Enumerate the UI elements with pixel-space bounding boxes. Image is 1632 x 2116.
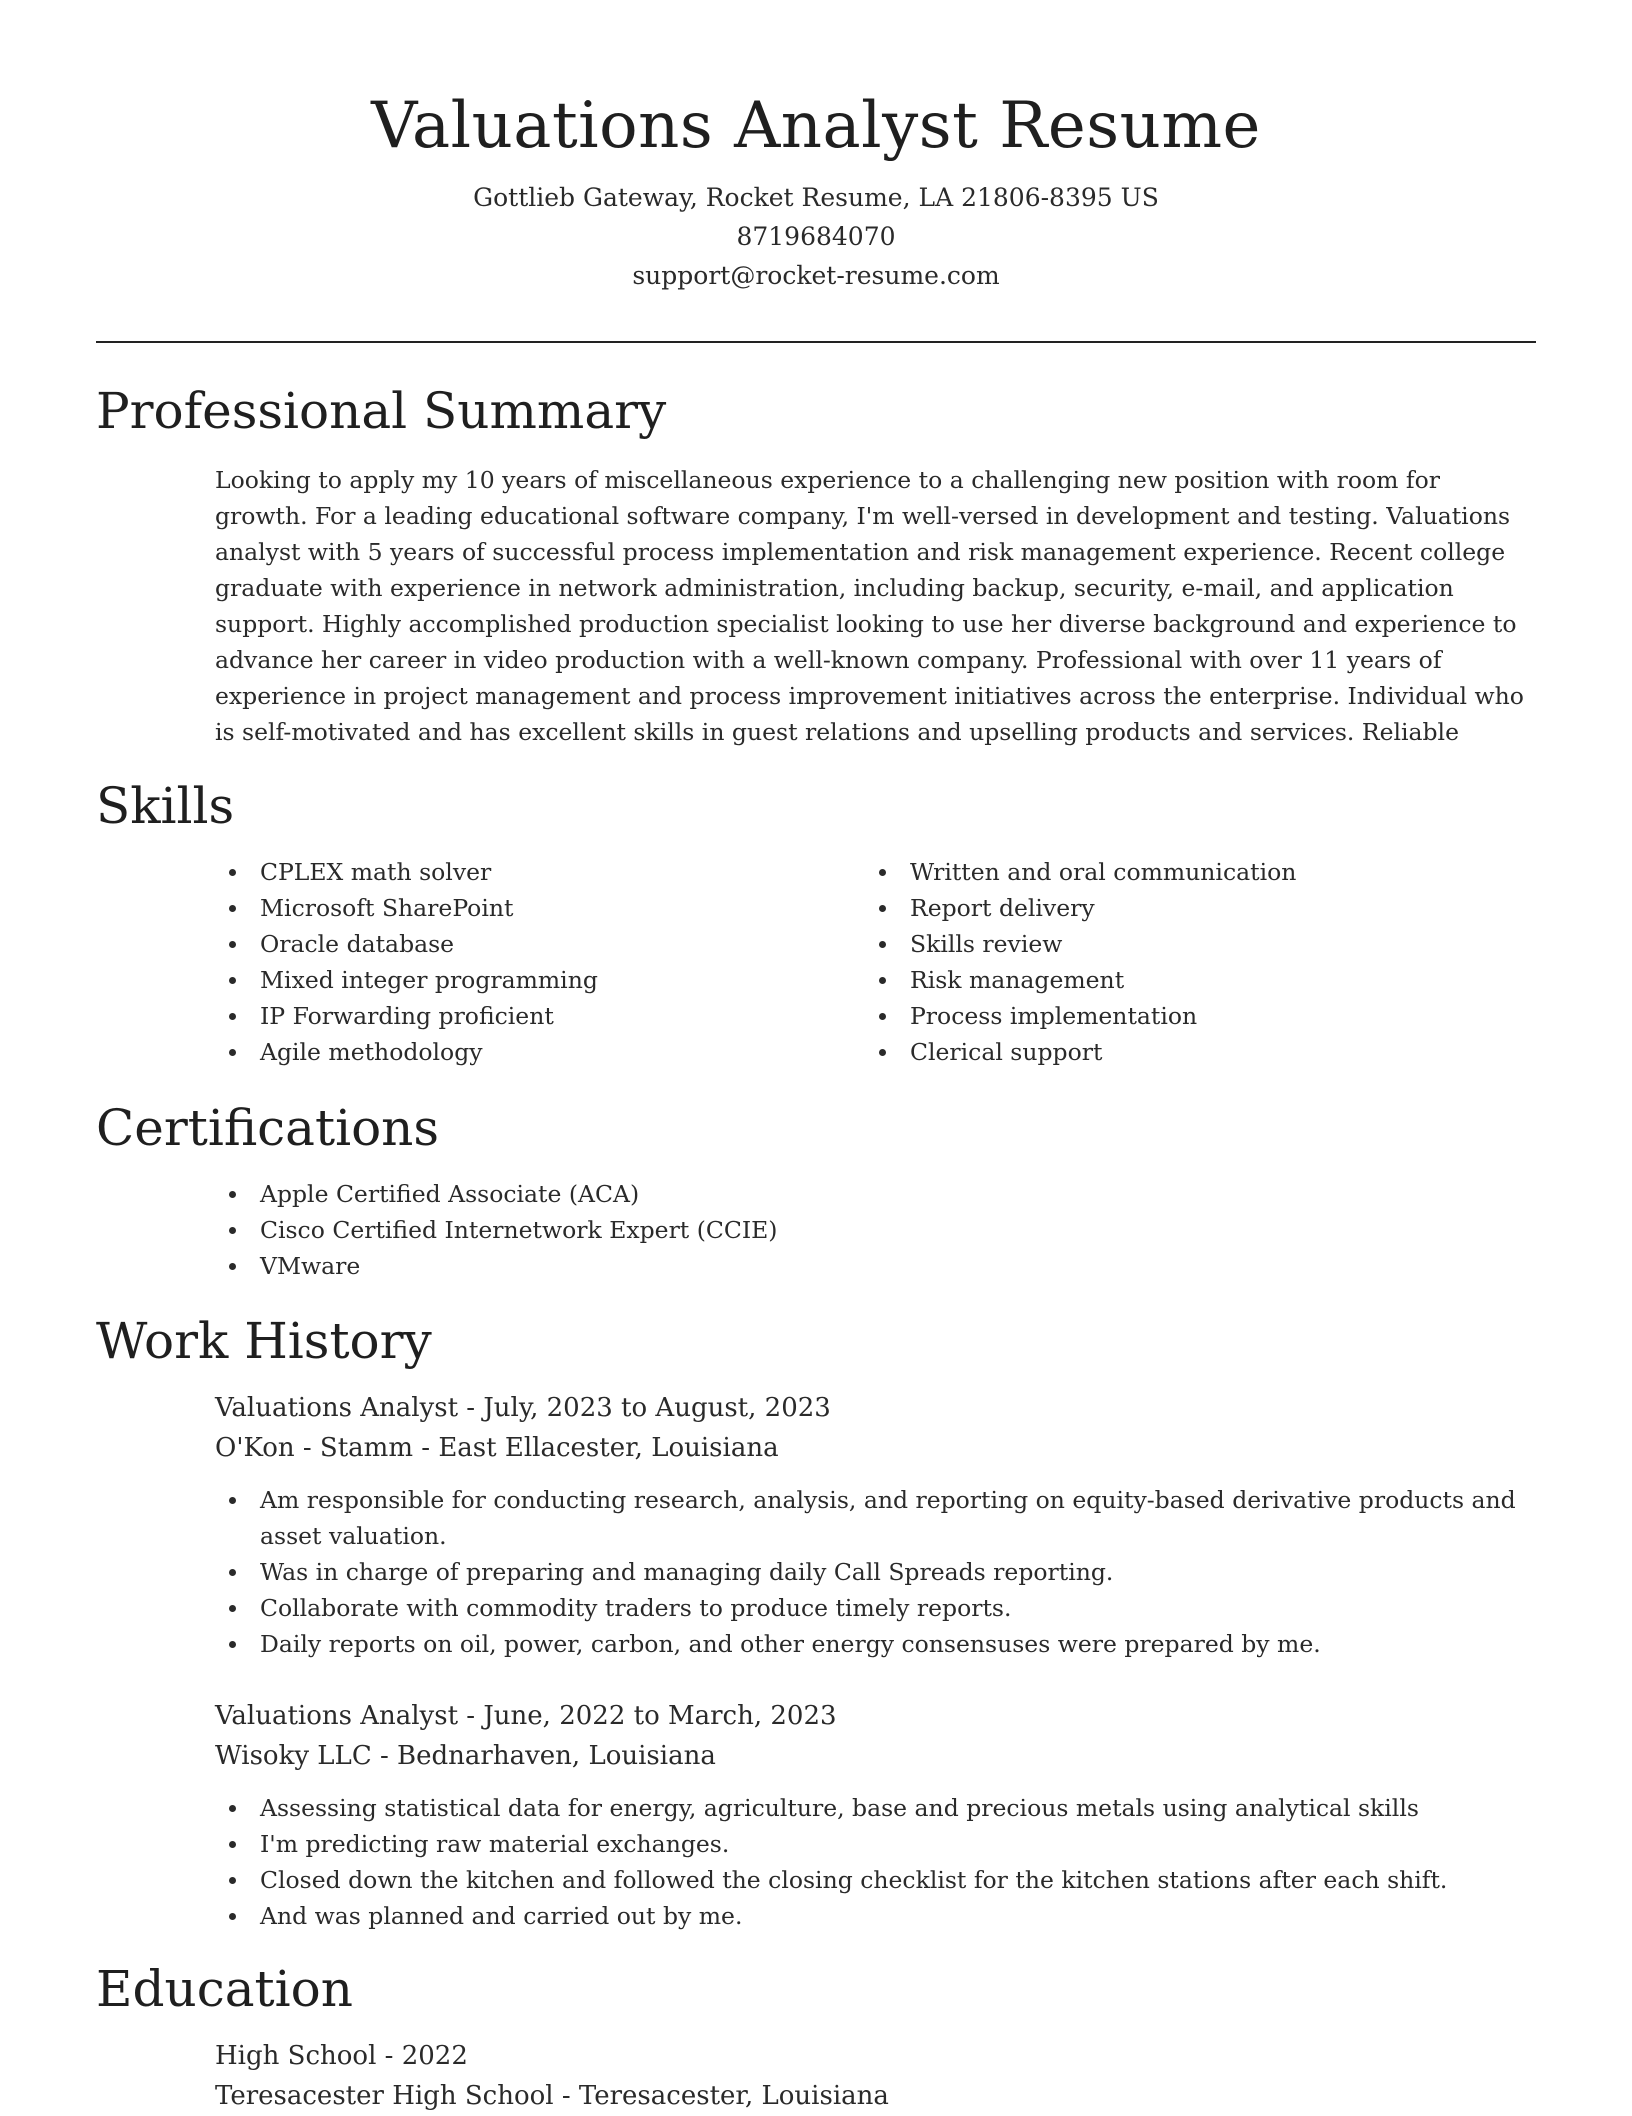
- list-item: Report delivery: [865, 890, 1535, 926]
- list-item: I'm predicting raw material exchanges.: [215, 1826, 1536, 1862]
- list-item: Risk management: [865, 962, 1535, 998]
- job-employer: Wisoky LLC: [215, 1741, 372, 1771]
- list-item: Apple Certified Associate (ACA): [215, 1176, 1536, 1212]
- address: Gottlieb Gateway, Rocket Resume, LA 21806-8395 US: [473, 183, 1159, 212]
- list-item: Daily reports on oil, power, carbon, and other energy consensuses were prepared by me.: [215, 1626, 1536, 1662]
- job-2-title-line: [215, 1696, 1536, 1736]
- job-1-employer-line: [215, 1428, 1536, 1468]
- job-2-bullets: [215, 1790, 1536, 1934]
- separator: -: [458, 1393, 484, 1423]
- job-1-bullets: [215, 1482, 1536, 1662]
- job-employer: O'Kon - Stamm: [215, 1433, 413, 1463]
- certifications-heading: Certifications: [96, 1099, 440, 1157]
- list-item: Oracle database: [215, 926, 855, 962]
- list-item: Written and oral communication: [865, 854, 1535, 890]
- list-item: Skills review: [865, 926, 1535, 962]
- contact-block: [96, 178, 1536, 295]
- list-item: Assessing statistical data for energy, agriculture, base and precious metals using analytical skills: [215, 1790, 1536, 1826]
- skills-list-left: [215, 854, 855, 1070]
- education-year: 2022: [401, 2041, 468, 2071]
- separator: -: [376, 2041, 402, 2071]
- resume-title: Valuations Analyst Resume: [371, 89, 1261, 163]
- separator: -: [412, 1433, 439, 1463]
- job-dates: July, 2023 to August, 2023: [483, 1393, 831, 1423]
- job-title: Valuations Analyst: [215, 1701, 459, 1731]
- separator: -: [458, 1701, 484, 1731]
- separator: -: [371, 1741, 398, 1771]
- list-item: Am responsible for conducting research, analysis, and reporting on equity-based derivative products and asset valuation.: [215, 1482, 1536, 1554]
- summary-heading: Professional Summary: [96, 382, 667, 440]
- job-dates: June, 2022 to March, 2023: [483, 1701, 837, 1731]
- list-item: And was planned and carried out by me.: [215, 1898, 1536, 1934]
- summary-text: Looking to apply my 10 years of miscellaneous experience to a challenging new position with room for growth. For a leading educational software company, I'm well-versed in development and testing. Valuations analyst with 5 years of successful process implementation and risk management experience. Recent college graduate with experience in network administration, including backup, security, e-mail, and application support. Highly accomplished production specialist looking to use her diverse background and experience to advance her career in video production with a well-known company. Professional with over 11 years of experience in project management and process improvement initiatives across the enterprise. Individual who is self-motivated and has excellent skills in guest relations and upselling products and services. Reliable: [215, 466, 1524, 746]
- separator: -: [553, 2081, 579, 2111]
- email: support@rocket-resume.com: [632, 261, 1000, 290]
- list-item: Microsoft SharePoint: [215, 890, 855, 926]
- work-history-heading: Work History: [96, 1312, 432, 1370]
- education-degree: High School: [215, 2041, 377, 2071]
- list-item: Was in charge of preparing and managing daily Call Spreads reporting.: [215, 1554, 1536, 1590]
- job-location: Bednarhaven, Louisiana: [397, 1741, 716, 1771]
- list-item: Process implementation: [865, 998, 1535, 1034]
- skills-list-right: [865, 854, 1535, 1070]
- list-item: Agile methodology: [215, 1034, 855, 1070]
- list-item: Closed down the kitchen and followed the closing checklist for the kitchen stations after each shift.: [215, 1862, 1536, 1898]
- resume-header: [96, 84, 1536, 295]
- job-location: East Ellacester, Louisiana: [438, 1433, 779, 1463]
- job-2-employer-line: [215, 1736, 1536, 1776]
- phone: 8719684070: [736, 222, 896, 251]
- education-heading: Education: [96, 1960, 353, 2018]
- education-school-line: [215, 2076, 1536, 2116]
- job-1-title-line: [215, 1388, 1536, 1428]
- list-item: Collaborate with commodity traders to produce timely reports.: [215, 1590, 1536, 1626]
- list-item: CPLEX math solver: [215, 854, 855, 890]
- header-divider: [96, 341, 1536, 343]
- job-title: Valuations Analyst: [215, 1393, 459, 1423]
- education-degree-line: [215, 2036, 1536, 2076]
- list-item: IP Forwarding proficient: [215, 998, 855, 1034]
- education-location: Teresacester, Louisiana: [578, 2081, 889, 2111]
- list-item: VMware: [215, 1248, 1536, 1284]
- list-item: Clerical support: [865, 1034, 1535, 1070]
- certifications-list: [215, 1176, 1536, 1284]
- list-item: Cisco Certified Internetwork Expert (CCIE): [215, 1212, 1536, 1248]
- education-school: Teresacester High School: [215, 2081, 554, 2111]
- skills-heading: Skills: [96, 777, 235, 835]
- list-item: Mixed integer programming: [215, 962, 855, 998]
